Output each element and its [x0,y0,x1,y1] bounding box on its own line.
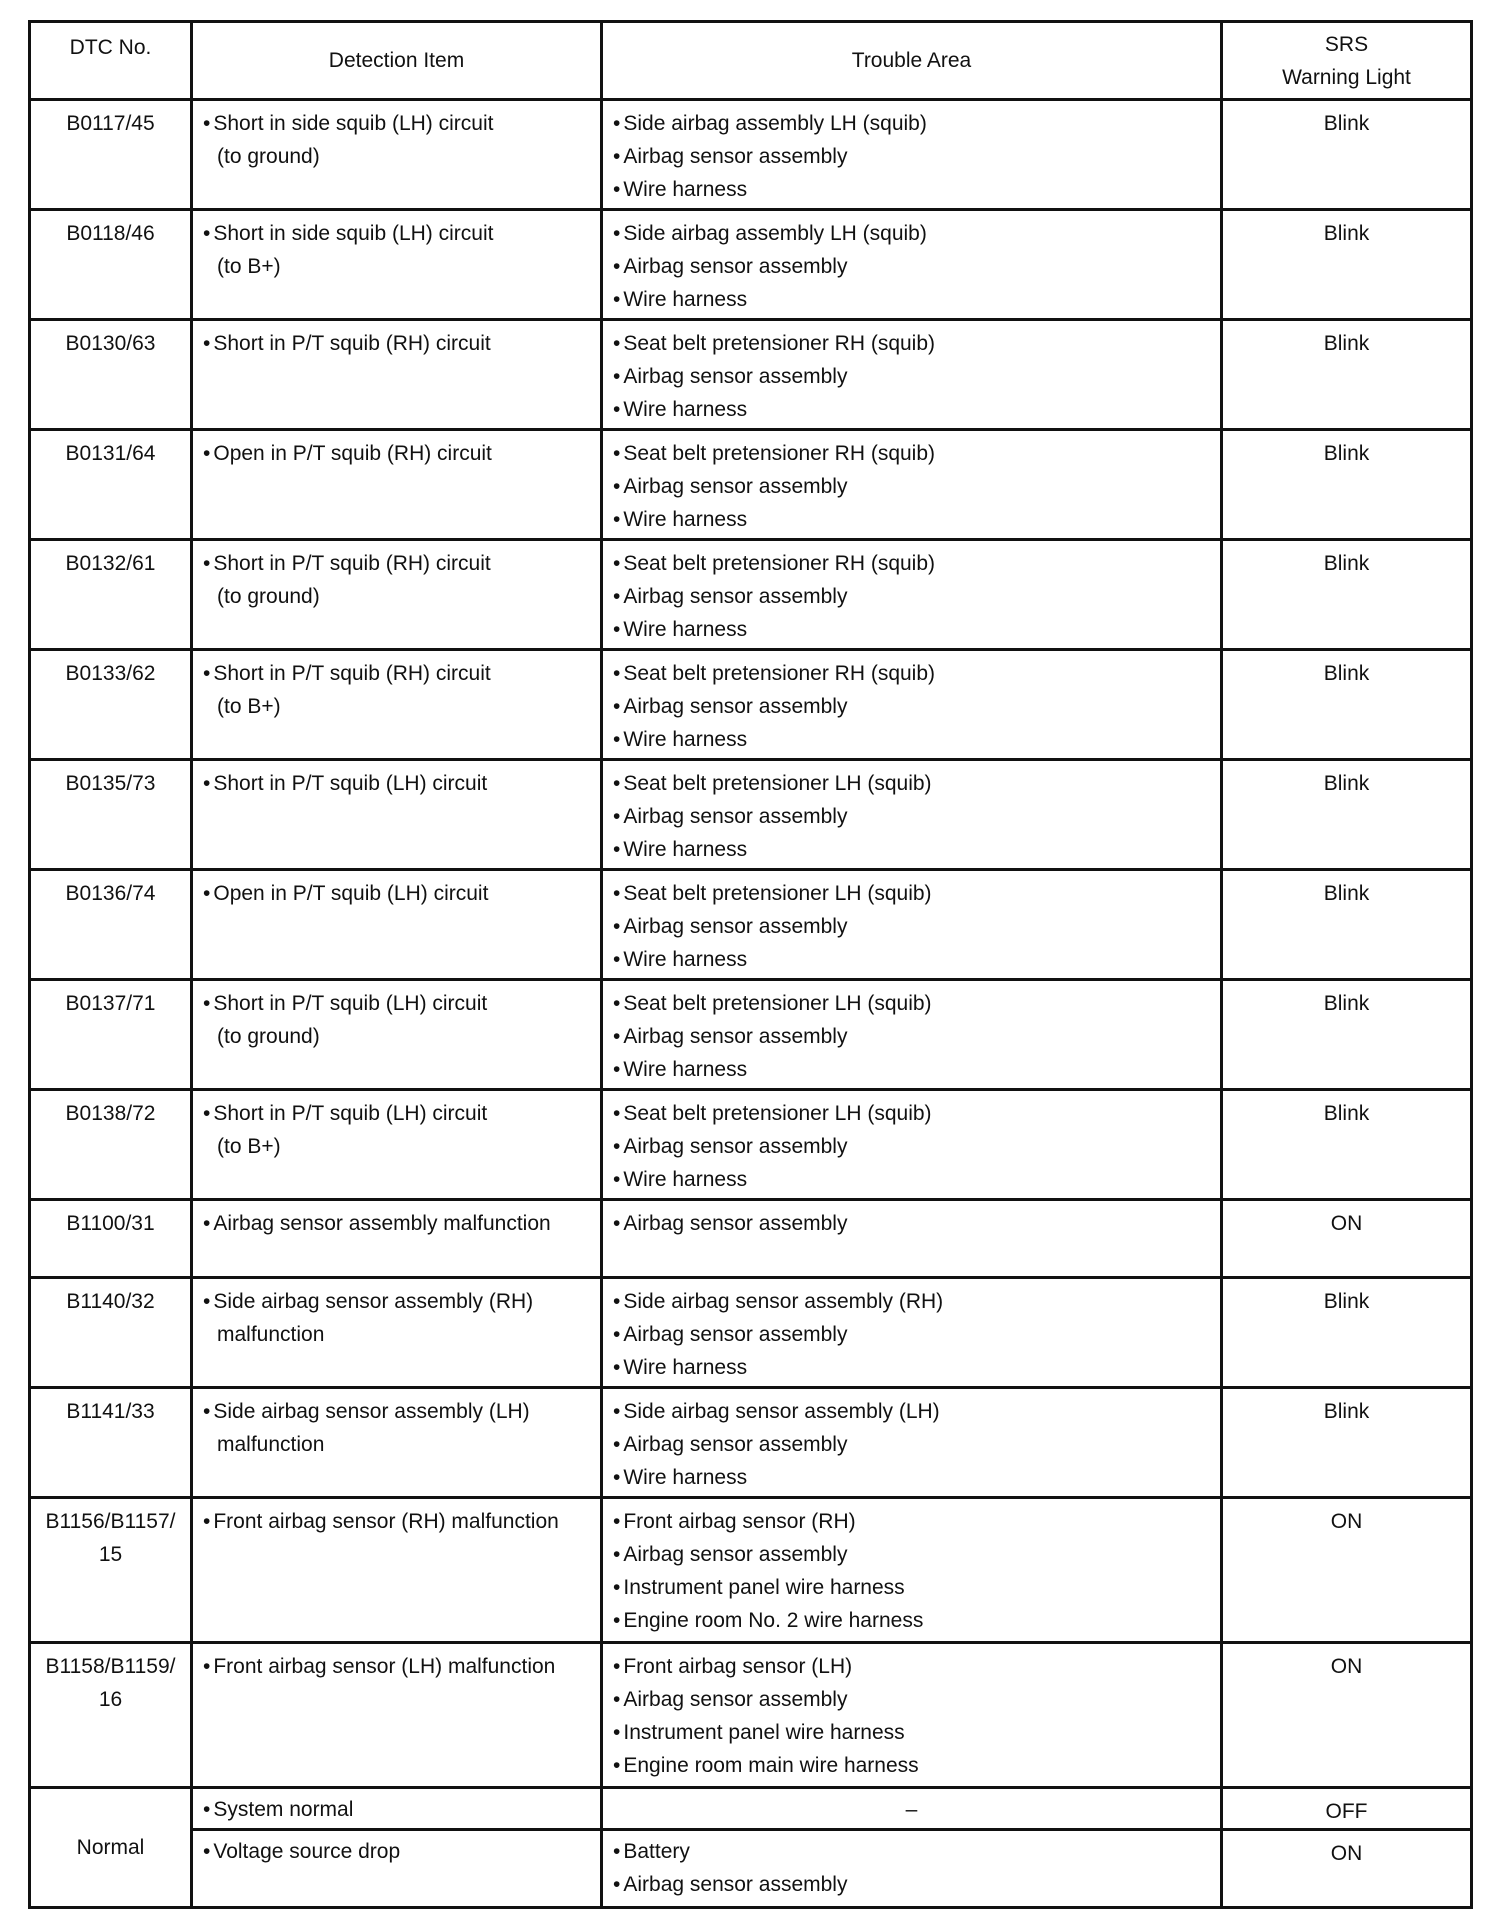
detection-line: • System normal [203,1793,590,1826]
trouble-line: • Airbag sensor assembly [613,1318,1210,1351]
dtc-code-line: B0117/45 [66,112,155,135]
trouble-line: • Seat belt pretensioner RH (squib) [613,657,1210,690]
trouble-area [602,1090,1222,1200]
detection-line: (to ground) [217,1025,320,1048]
dtc-code-line: B1141/33 [66,1400,155,1423]
table-body [30,100,1472,1908]
trouble-line: • Wire harness [613,1163,1210,1196]
table-row [30,650,1472,760]
trouble-line: • Wire harness [613,723,1210,756]
header-trouble-area: Trouble Area [602,22,1222,100]
trouble-line: • Airbag sensor assembly [613,140,1210,173]
detection-line: • Short in side squib (LH) circuit [203,217,590,250]
trouble-line: • Airbag sensor assembly [613,250,1210,283]
trouble-line: • Airbag sensor assembly [613,1020,1210,1053]
table-row [30,1388,1472,1498]
trouble-line: • Instrument panel wire harness [613,1716,1210,1749]
table-row [30,980,1472,1090]
detection-line: • Voltage source drop [203,1835,590,1868]
table-row [30,1278,1472,1388]
table-row [30,430,1472,540]
dtc-table [28,20,1473,1909]
trouble-area [602,320,1222,430]
warning-light: Blink [1222,430,1472,540]
detection-item [192,870,602,980]
trouble-line: • Airbag sensor assembly [613,1130,1210,1163]
trouble-area [602,760,1222,870]
header-dtc-no: DTC No. [30,22,192,100]
trouble-area [602,1200,1222,1278]
dtc-code [30,650,192,760]
warning-light-normal: OFF [1222,1788,1472,1830]
warning-light: Blink [1222,760,1472,870]
dtc-code [30,1388,192,1498]
detection-line: • Front airbag sensor (RH) malfunction [203,1505,590,1538]
trouble-area [602,430,1222,540]
trouble-line: • Engine room main wire harness [613,1749,1210,1782]
warning-light: Blink [1222,1388,1472,1498]
detection-item [192,1498,602,1643]
trouble-line: • Airbag sensor assembly [613,1538,1210,1571]
table-row [30,1643,1472,1788]
trouble-line: • Side airbag assembly LH (squib) [613,107,1210,140]
trouble-line: • Airbag sensor assembly [613,580,1210,613]
trouble-line: • Seat belt pretensioner LH (squib) [613,987,1210,1020]
trouble-area [602,1643,1222,1788]
dtc-code-line: B1158/B1159/ [45,1655,176,1678]
table-row-normal-system [30,1788,1472,1830]
detection-item [192,540,602,650]
trouble-line: • Airbag sensor assembly [613,1683,1210,1716]
header-row [30,22,1472,100]
warning-light-voltage-drop: ON [1222,1830,1472,1908]
dtc-code-line: B1140/32 [66,1290,155,1313]
dtc-code [30,1278,192,1388]
dtc-code-line: B0132/61 [65,552,156,575]
detection-line: (to B+) [217,695,281,718]
trouble-line: • Seat belt pretensioner LH (squib) [613,877,1210,910]
trouble-line: • Wire harness [613,1351,1210,1384]
warning-light: Blink [1222,650,1472,760]
trouble-line: • Seat belt pretensioner RH (squib) [613,437,1210,470]
warning-light: Blink [1222,320,1472,430]
dtc-code-line: B0137/71 [65,992,156,1015]
detection-line: • Side airbag sensor assembly (LH) [203,1395,590,1428]
detection-item [192,1200,602,1278]
warning-light: ON [1222,1498,1472,1643]
trouble-line: • Seat belt pretensioner LH (squib) [613,767,1210,800]
header-srs-warning-light [1222,22,1472,100]
dtc-code-line: B0133/62 [65,662,156,685]
table-row [30,870,1472,980]
dtc-code [30,760,192,870]
warning-light: Blink [1222,1278,1472,1388]
trouble-line: • Seat belt pretensioner RH (squib) [613,327,1210,360]
trouble-line: • Airbag sensor assembly [613,1207,1210,1240]
warning-light: Blink [1222,980,1472,1090]
detection-line: • Airbag sensor assembly malfunction [203,1207,590,1240]
detection-item [192,760,602,870]
trouble-line: • Side airbag sensor assembly (RH) [613,1285,1210,1318]
trouble-line: • Wire harness [613,283,1210,316]
detection-line: (to ground) [217,145,320,168]
detection-line: (to ground) [217,585,320,608]
trouble-area [602,650,1222,760]
trouble-line: • Engine room No. 2 wire harness [613,1604,1210,1637]
dtc-code [30,1200,192,1278]
dtc-code [30,1090,192,1200]
detection-line: • Short in P/T squib (LH) circuit [203,987,590,1020]
detection-item [192,650,602,760]
trouble-line: • Wire harness [613,1053,1210,1086]
detection-line: • Front airbag sensor (LH) malfunction [203,1650,590,1683]
dtc-code [30,430,192,540]
header-srs-line2: Warning Light [1282,65,1411,89]
trouble-line: • Wire harness [613,503,1210,536]
trouble-line: • Airbag sensor assembly [613,360,1210,393]
trouble-line: • Wire harness [613,833,1210,866]
trouble-area [602,1278,1222,1388]
dtc-code-line: 15 [98,1543,123,1566]
trouble-line: • Seat belt pretensioner RH (squib) [613,547,1210,580]
trouble-line: • Wire harness [613,1461,1210,1494]
trouble-line: • Front airbag sensor (RH) [613,1505,1210,1538]
table-row [30,100,1472,210]
dtc-code-line: B1156/B1157/ [45,1510,176,1533]
trouble-line: • Seat belt pretensioner LH (squib) [613,1097,1210,1130]
dtc-code [30,870,192,980]
detection-item [192,1278,602,1388]
trouble-area-normal: – [602,1788,1222,1830]
dtc-code-line: B0131/64 [65,442,156,465]
dtc-code [30,980,192,1090]
detection-line: • Open in P/T squib (RH) circuit [203,437,590,470]
trouble-area [602,870,1222,980]
detection-item [192,210,602,320]
detection-item [192,100,602,210]
trouble-area [602,540,1222,650]
detection-line: • Side airbag sensor assembly (RH) [203,1285,590,1318]
detection-item [192,430,602,540]
warning-light: Blink [1222,540,1472,650]
warning-light: ON [1222,1200,1472,1278]
detection-line: • Open in P/T squib (LH) circuit [203,877,590,910]
trouble-line: • Wire harness [613,613,1210,646]
trouble-area [602,1388,1222,1498]
table-row [30,760,1472,870]
detection-line: malfunction [217,1323,325,1346]
dtc-code [30,210,192,320]
dtc-code-line: B0138/72 [65,1102,156,1125]
table-row-voltage-drop [30,1830,1472,1908]
detection-item [192,320,602,430]
dtc-code-line: B0136/74 [65,882,156,905]
header-detection-item: Detection Item [192,22,602,100]
detection-item-normal [192,1788,602,1830]
warning-light: Blink [1222,210,1472,320]
trouble-line: • Airbag sensor assembly [613,1428,1210,1461]
trouble-area [602,210,1222,320]
trouble-area [602,1498,1222,1643]
detection-item-voltage-drop [192,1830,602,1908]
dtc-code-line: 16 [98,1688,123,1711]
trouble-line: • Airbag sensor assembly [613,690,1210,723]
detection-line: • Short in side squib (LH) circuit [203,107,590,140]
dtc-code-line: B0135/73 [65,772,156,795]
detection-line: • Short in P/T squib (LH) circuit [203,1097,590,1130]
trouble-line: • Airbag sensor assembly [613,470,1210,503]
dtc-code [30,1498,192,1643]
header-srs-line1: SRS [1324,32,1369,56]
warning-light: Blink [1222,100,1472,210]
warning-light: Blink [1222,870,1472,980]
detection-item [192,1643,602,1788]
detection-line: • Short in P/T squib (RH) circuit [203,327,590,360]
trouble-line: • Battery [613,1835,1210,1868]
trouble-line: • Wire harness [613,943,1210,976]
detection-line: (to B+) [217,1135,281,1158]
warning-light: ON [1222,1643,1472,1788]
trouble-line: • Airbag sensor assembly [613,910,1210,943]
dtc-code-line: B1100/31 [66,1212,155,1235]
warning-light: Blink [1222,1090,1472,1200]
detection-item [192,1388,602,1498]
detection-line: • Short in P/T squib (RH) circuit [203,547,590,580]
detection-line: (to B+) [217,255,281,278]
dtc-code [30,320,192,430]
table-row [30,210,1472,320]
trouble-line: • Wire harness [613,173,1210,206]
trouble-line: • Airbag sensor assembly [613,1868,1210,1901]
trouble-line: • Side airbag sensor assembly (LH) [613,1395,1210,1428]
table-row [30,1498,1472,1643]
detection-line: • Short in P/T squib (LH) circuit [203,767,590,800]
detection-line: malfunction [217,1433,325,1456]
detection-item [192,980,602,1090]
table-row [30,320,1472,430]
trouble-area-voltage-drop [602,1830,1222,1908]
trouble-area [602,980,1222,1090]
dtc-code-line: B0118/46 [66,222,155,245]
dtc-code-line: B0130/63 [65,332,156,355]
table-row [30,1200,1472,1278]
dtc-code [30,540,192,650]
trouble-line: • Instrument panel wire harness [613,1571,1210,1604]
dtc-code-normal: Normal [30,1788,192,1908]
trouble-line: • Front airbag sensor (LH) [613,1650,1210,1683]
trouble-line: • Airbag sensor assembly [613,800,1210,833]
trouble-line: • Wire harness [613,393,1210,426]
table-row [30,540,1472,650]
dtc-code [30,100,192,210]
detection-line: • Short in P/T squib (RH) circuit [203,657,590,690]
dtc-code [30,1643,192,1788]
trouble-area [602,100,1222,210]
table-row [30,1090,1472,1200]
trouble-line: • Side airbag assembly LH (squib) [613,217,1210,250]
detection-item [192,1090,602,1200]
